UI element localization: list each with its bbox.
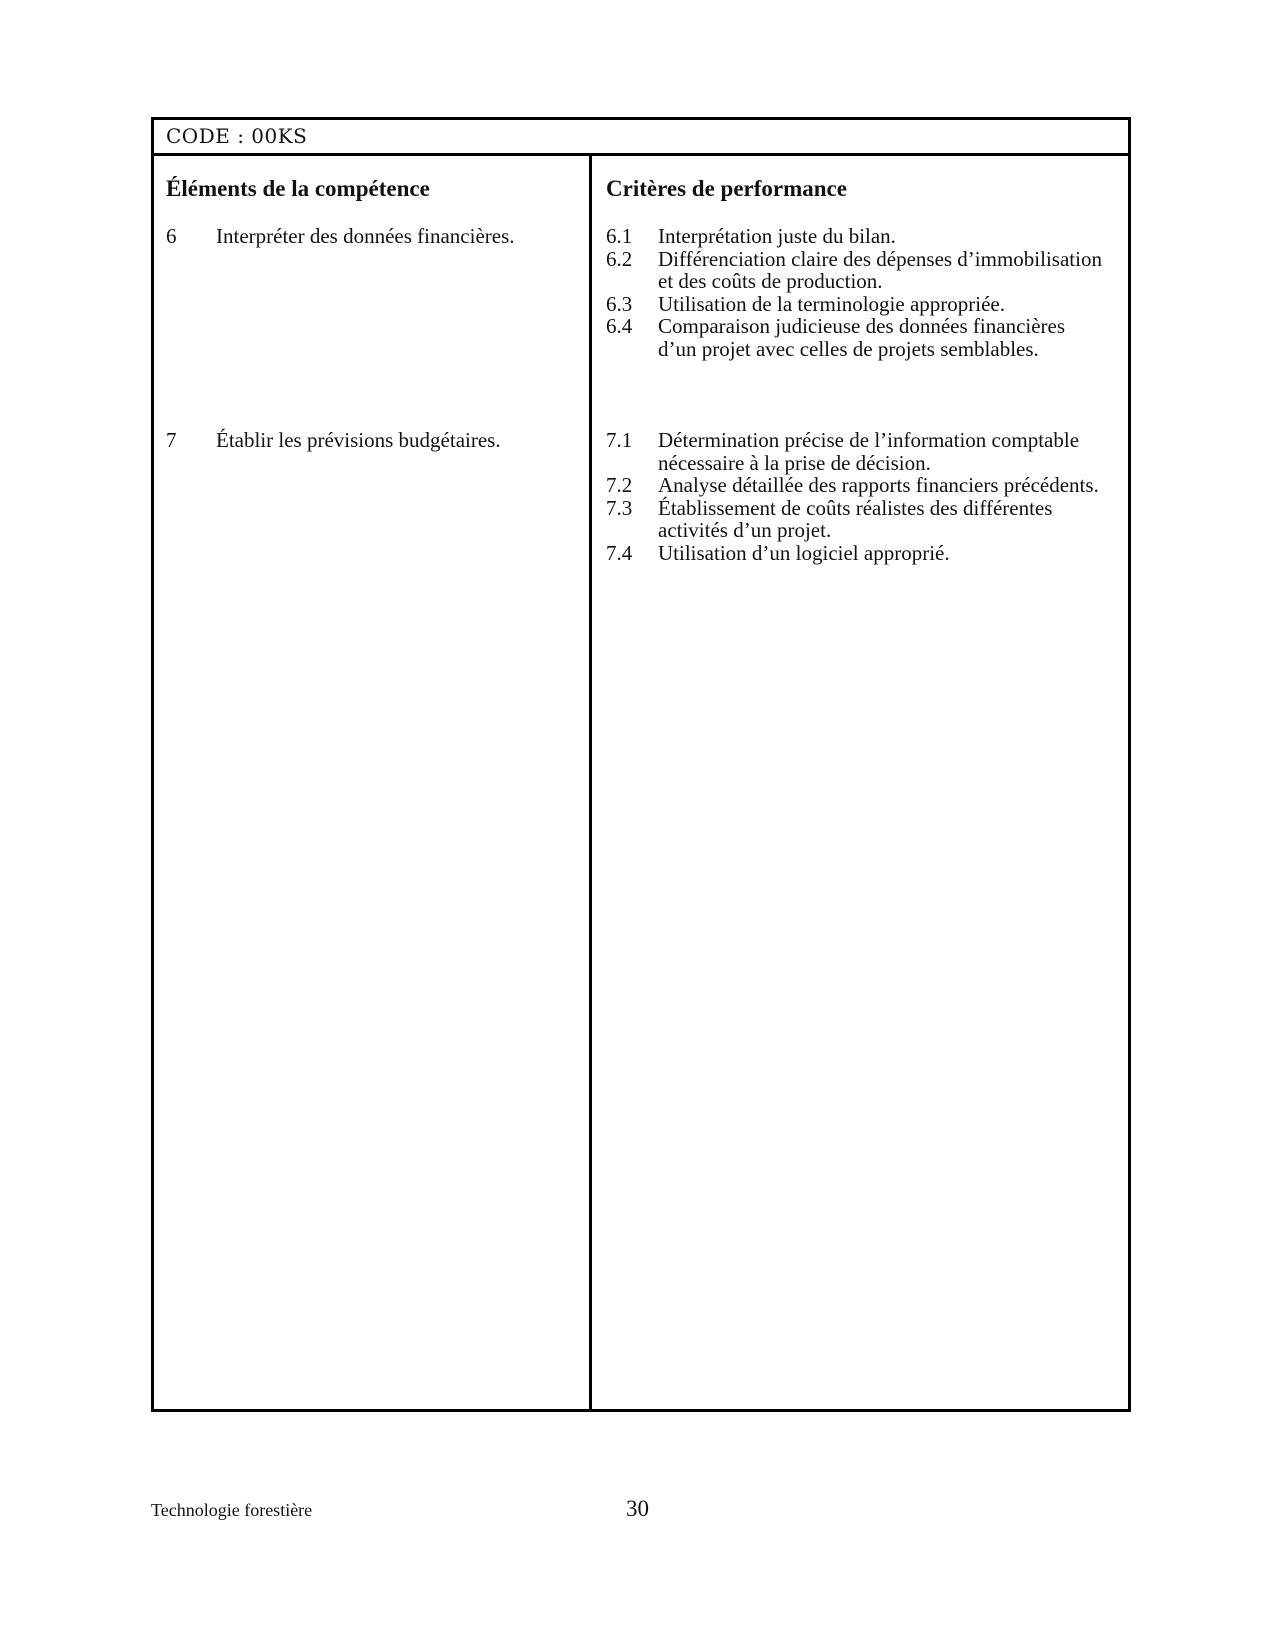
criterion-text: Comparaison judicieuse des données financières d’un projet avec celles de projets semblables. (658, 314, 1066, 361)
criterion-number: 6.2 (606, 246, 633, 271)
element-number: 6 (166, 224, 177, 248)
footer-program: Technologie forestière (151, 1500, 313, 1520)
elements-header: Éléments de la compétence (166, 176, 430, 201)
criteria-group (606, 225, 1108, 360)
criterion-text: Utilisation de la terminologie appropriée. (658, 291, 1005, 316)
criterion-item (606, 542, 1108, 565)
competency-table (151, 117, 1131, 1412)
criterion-item (606, 429, 1108, 474)
elements-column (154, 156, 592, 1409)
criterion-text: Détermination précise de l’information comptable nécessaire à la prise de décision. (658, 428, 1080, 475)
criterion-text: Analyse détaillée des rapports financiers précédents. (658, 473, 1099, 497)
criterion-item (606, 497, 1108, 542)
criterion-number: 6.4 (606, 314, 633, 338)
criterion-number: 6.1 (606, 224, 633, 248)
element-number: 7 (166, 428, 177, 452)
criterion-number: 7.2 (606, 473, 633, 497)
criteria-header: Critères de performance (606, 176, 847, 201)
criterion-text: Établissement de coûts réalistes des différentes activités d’un projet. (658, 495, 1053, 542)
page-number: 30 (626, 1496, 649, 1521)
criteria-group (606, 429, 1108, 564)
criterion-item (606, 225, 1108, 248)
criterion-number: 7.4 (606, 540, 633, 565)
criteria-column (592, 156, 1128, 1409)
element-item (166, 428, 501, 452)
element-item (166, 224, 515, 248)
criterion-item (606, 474, 1108, 497)
element-text: Interpréter des données financières. (216, 224, 515, 248)
criterion-number: 7.1 (606, 428, 633, 452)
criterion-item (606, 315, 1108, 360)
code-label: CODE : 00KS (154, 120, 1128, 156)
criterion-text: Différenciation claire des dépenses d’immobilisation et des coûts de production. (658, 246, 1102, 293)
criterion-item (606, 248, 1108, 293)
criterion-item (606, 293, 1108, 316)
criterion-text: Utilisation d’un logiciel approprié. (658, 540, 950, 565)
criterion-number: 7.3 (606, 495, 633, 520)
criterion-number: 6.3 (606, 291, 633, 316)
element-text: Établir les prévisions budgétaires. (216, 428, 501, 452)
table-columns (154, 156, 1128, 1409)
criterion-text: Interprétation juste du bilan. (658, 224, 896, 248)
